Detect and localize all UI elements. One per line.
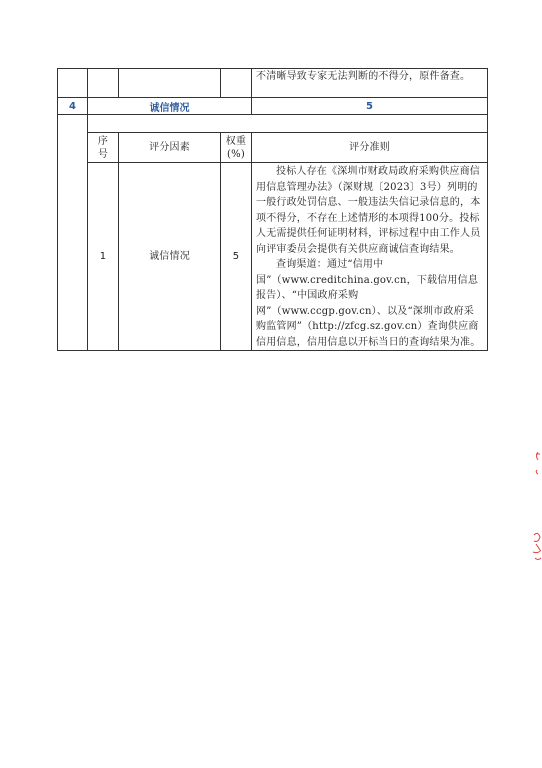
criteria-paragraph-1: 投标人存在《深圳市财政局政府采购供应商信用信息管理办法》（深财规〔2023〕3号）列明的一般行政处罚信息、一般违法失信记录信息的，本项不得分，不存在上述情形的本项得100分。投标人无需提供任何证明材料，评标过程中由工作人员向评审委员会提供有关供应商诚信查询结果。 — [256, 166, 481, 255]
table-line — [57, 350, 487, 351]
table-line — [57, 114, 487, 115]
criteria-paragraph-2: 查询渠道：通过“信用中国”（www.creditchina.gov.cn，下载信用信息报告）、“中国政府采购网”（www.ccgp.gov.cn）、以及“深圳市政府采购监管网”（http://zfcg.sz.gov.cn）查询供应商信用信息，信用信息以开标当日的查询结果为准。 — [256, 259, 481, 348]
table-line — [220, 68, 221, 97]
header-factor: 评分因素 — [149, 141, 190, 153]
row-factor: 诚信情况 — [149, 250, 190, 262]
table-line — [487, 68, 488, 351]
seal-fragment — [528, 440, 542, 570]
header-seq: 序号 — [97, 135, 109, 160]
continued-criteria-text: 不清晰导致专家无法判断的不得分，原件备查。 — [256, 71, 471, 82]
section-number: 4 — [69, 100, 76, 112]
row-seq: 1 — [99, 250, 107, 262]
row-criteria — [256, 164, 484, 349]
section-title: 诚信情况 — [149, 102, 190, 114]
continued-criteria-cell — [256, 69, 484, 97]
section-score: 5 — [366, 100, 373, 112]
table-line — [251, 132, 252, 350]
row-weight: 5 — [232, 250, 240, 262]
header-criteria: 评分准则 — [349, 141, 390, 153]
header-weight: 权重(%) — [225, 135, 247, 160]
table-line — [118, 68, 119, 97]
table-line — [251, 68, 252, 97]
